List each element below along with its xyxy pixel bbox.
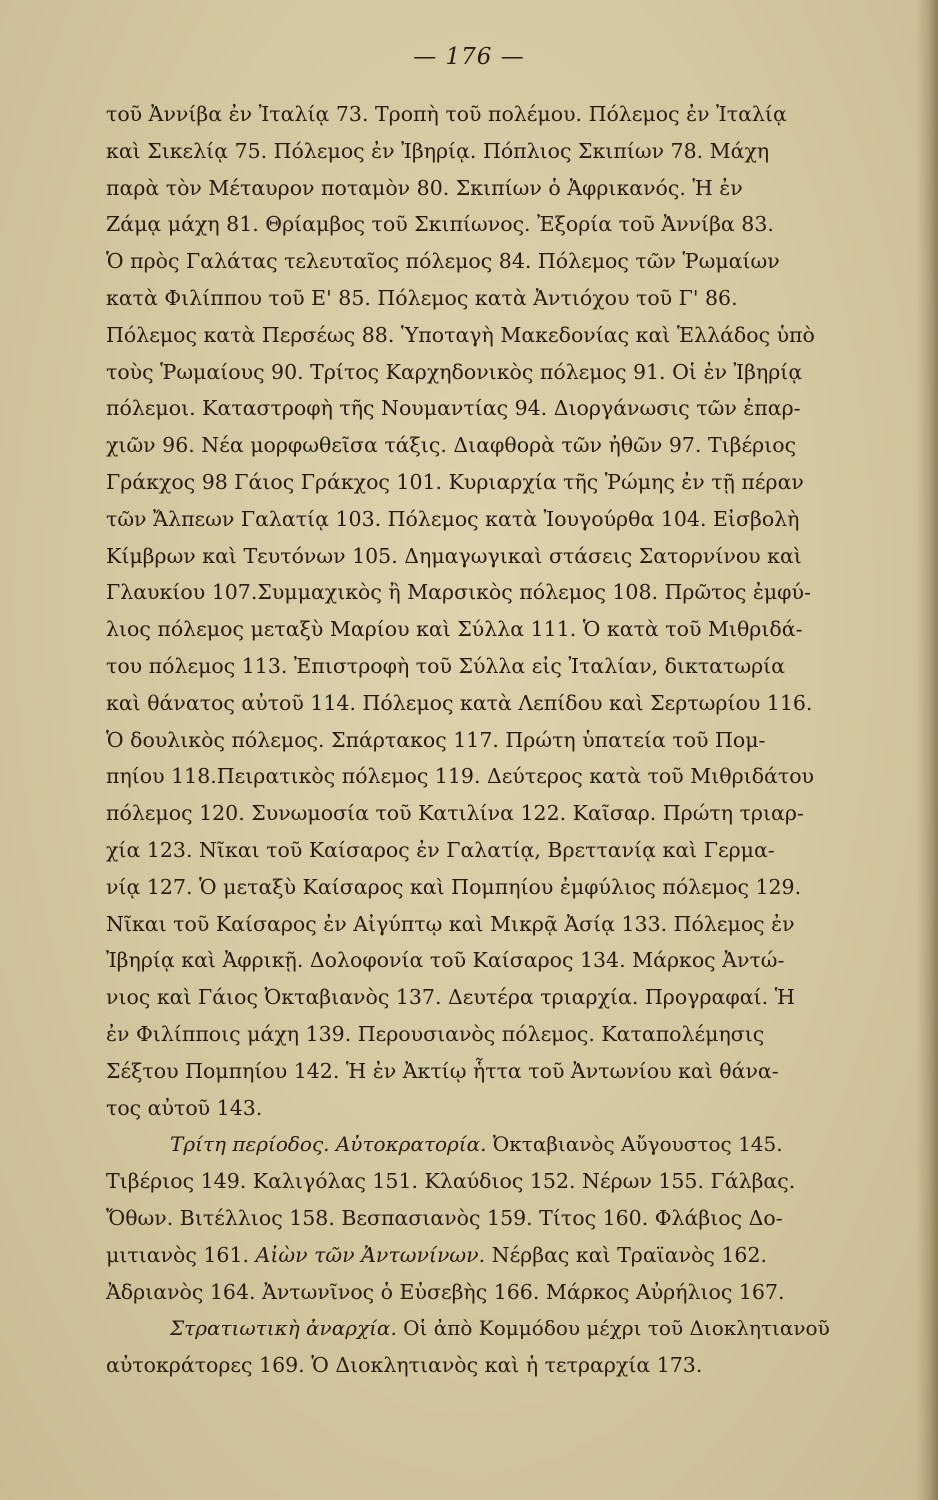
text-line: χιῶν 96. Νέα μορφωθεῖσα τάξις. Διαφθορὰ τῶν ἠθῶν 97. Τιβέριος xyxy=(106,433,797,458)
italic-heading-segment: Τρίτη περίοδος. Αὐτοκρατορία. xyxy=(170,1132,487,1157)
text-line: αὐτοκράτορες 169. Ὁ Διοκλητιανὸς καὶ ἡ τετραρχία 173. xyxy=(106,1353,703,1378)
text-line: Νῖκαι τοῦ Καίσαρος ἐν Αἰγύπτῳ καὶ Μικρᾷ Ἀσίᾳ 133. Πόλεμος ἐν xyxy=(106,911,795,936)
italic-heading-segment: Αἰὼν τῶν Ἀντωνίνων. xyxy=(255,1242,486,1267)
text-segment: Νέρβας καὶ Τραϊανὸς 162. xyxy=(485,1242,768,1267)
text-line: τῶν Ἄλπεων Γαλατίᾳ 103. Πόλεμος κατὰ Ἰουγούρθα 104. Εἰσβολὴ xyxy=(106,506,800,531)
page-number: — 176 — xyxy=(413,44,525,70)
text-line: καὶ θάνατος αὐτοῦ 114. Πόλεμος κατὰ Λεπίδου καὶ Σερτωρίου 116. xyxy=(106,690,813,715)
text-line: Τιβέριος 149. Καλιγόλας 151. Κλαύδιος 152. Νέρων 155. Γάλβας. xyxy=(106,1169,796,1194)
text-line: νιος καὶ Γάιος Ὀκταβιανὸς 137. Δευτέρα τριαρχία. Προγραφαί. Ἡ xyxy=(106,985,795,1010)
text-line: ἐν Φιλίπποις μάχη 139. Περουσιανὸς πόλεμος. Καταπολέμησις xyxy=(106,1021,765,1046)
text-line: πόλεμος 120. Συνωμοσία τοῦ Κατιλίνα 122. Καῖσαρ. Πρώτη τριαρ- xyxy=(106,801,804,826)
text-segment: Οἱ ἀπὸ Κομμόδου μέχρι τοῦ Διοκλητιανοῦ xyxy=(396,1316,830,1341)
text-line: Γλαυκίου 107.Συμμαχικὸς ἢ Μαρσικὸς πόλεμος 108. Πρῶτος ἐμφύ- xyxy=(106,580,811,605)
text-line: πηίου 118.Πειρατικὸς πόλεμος 119. Δεύτερος κατὰ τοῦ Μιθριδάτου xyxy=(106,764,815,789)
text-line: Ὄθων. Βιτέλλιος 158. Βεσπασιανὸς 159. Τίτος 160. Φλάβιος Δο- xyxy=(106,1205,783,1230)
text-line: Ὁ δουλικὸς πόλεμος. Σπάρτακος 117. Πρώτη ὑπατεία τοῦ Πομ- xyxy=(106,727,766,752)
text-line: τος αὐτοῦ 143. xyxy=(106,1095,263,1120)
text-line: Γράκχος 98 Γάιος Γράκχος 101. Κυριαρχία τῆς Ῥώμης ἐν τῇ πέραν xyxy=(106,469,804,494)
text-segment: μιτιανὸς 161. xyxy=(106,1242,256,1267)
text-line: τοῦ Ἀννίβα ἐν Ἰταλίᾳ 73. Τροπὴ τοῦ πολέμου. Πόλεμος ἐν Ἰταλίᾳ xyxy=(106,102,787,126)
page-edge-shadow xyxy=(916,0,938,1500)
text-line: νίᾳ 127. Ὁ μεταξὺ Καίσαρος καὶ Πομπηίου ἐμφύλιος πόλεμος 129. xyxy=(106,874,802,899)
text-line: Ἰβηρίᾳ καὶ Ἀφρικῇ. Δολοφονία τοῦ Καίσαρος 134. Μάρκος Ἀντώ- xyxy=(106,948,785,973)
text-line: πόλεμοι. Καταστροφὴ τῆς Νουμαντίας 94. Διοργάνωσις τῶν ἐπαρ- xyxy=(106,396,801,421)
italic-heading-segment: Στρατιωτικὴ ἀναρχία. xyxy=(170,1316,397,1341)
text-line: κατὰ Φιλίππου τοῦ Ε' 85. Πόλεμος κατὰ Ἀντιόχου τοῦ Γ' 86. xyxy=(106,285,738,310)
text-line: Πόλεμος κατὰ Περσέως 88. Ὑποταγὴ Μακεδονίας καὶ Ἑλλάδος ὑπὸ xyxy=(106,322,815,347)
text-line xyxy=(106,1237,902,1274)
text-line xyxy=(106,1126,902,1163)
text-line: Ζάμᾳ μάχη 81. Θρίαμβος τοῦ Σκιπίωνος. Ἐξορία τοῦ Ἀννίβα 83. xyxy=(106,212,774,237)
text-line: λιος πόλεμος μεταξὺ Μαρίου καὶ Σύλλα 111. Ὁ κατὰ τοῦ Μιθριδά- xyxy=(106,617,803,642)
body-text xyxy=(106,96,902,1384)
text-line: καὶ Σικελίᾳ 75. Πόλεμος ἐν Ἰβηρίᾳ. Πόπλιος Σκιπίων 78. Μάχη xyxy=(106,138,770,163)
text-line: Ἀδριανὸς 164. Ἀντωνῖνος ὁ Εὐσεβὴς 166. Μάρκος Αὐρήλιος 167. xyxy=(106,1279,785,1304)
text-line: Ὁ πρὸς Γαλάτας τελευταῖος πόλεμος 84. Πόλεμος τῶν Ῥωμαίων xyxy=(106,249,780,274)
text-line xyxy=(106,1310,902,1347)
text-line: χία 123. Νῖκαι τοῦ Καίσαρος ἐν Γαλατίᾳ, Βρεττανίᾳ καὶ Γερμα- xyxy=(106,837,775,862)
text-line: παρὰ τὸν Μέταυρον ποταμὸν 80. Σκιπίων ὁ Ἀφρικανός. Ἡ ἐν xyxy=(106,175,743,200)
text-line: του πόλεμος 113. Ἐπιστροφὴ τοῦ Σύλλα εἰς Ἰταλίαν, δικτατωρία xyxy=(106,653,786,678)
text-line: Σέξτου Πομπηίου 142. Ἡ ἐν Ἀκτίῳ ἧττα τοῦ Ἀντωνίου καὶ θάνα- xyxy=(106,1058,779,1083)
text-segment: Ὀκταβιανὸς Αὔγουστος 145. xyxy=(486,1132,783,1157)
text-line: τοὺς Ῥωμαίους 90. Τρίτος Καρχηδονικὸς πόλεμος 91. Οἱ ἐν Ἰβηρίᾳ xyxy=(106,359,803,384)
text-line: Κίμβρων καὶ Τευτόνων 105. Δημαγωγικαὶ στάσεις Σατορνίνου καὶ xyxy=(106,543,802,568)
